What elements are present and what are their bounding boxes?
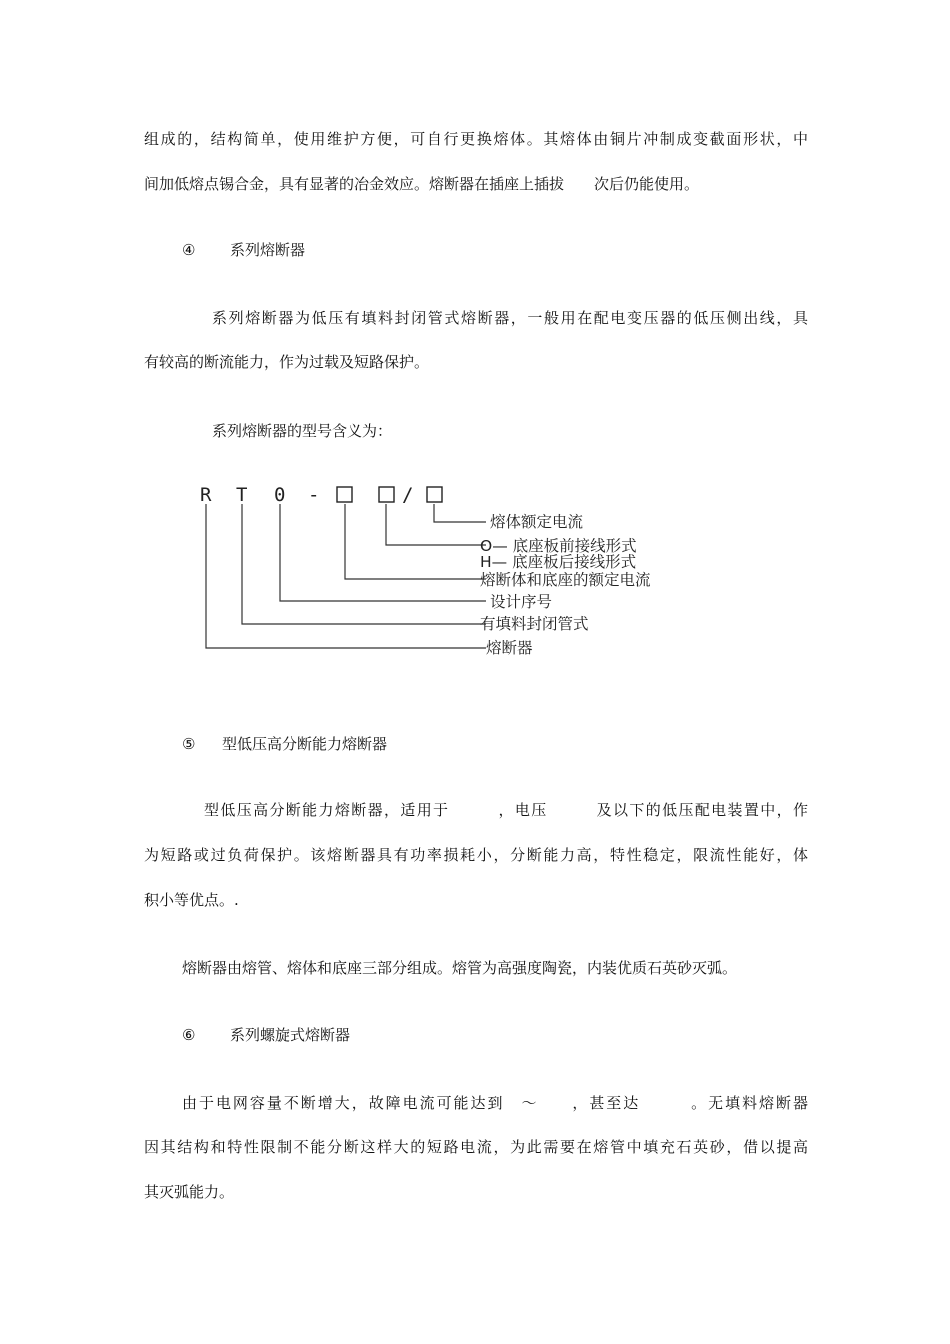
model-diagram-svg	[190, 482, 750, 667]
para3-line1: 系列熔断器的型号含义为：	[212, 422, 393, 440]
section6-title: 系列螺旋式熔断器	[230, 1026, 351, 1044]
diagram-header-slash: /	[402, 484, 414, 506]
diagram-box-wiring	[379, 487, 394, 502]
diagram-header-zero: 0	[274, 484, 286, 506]
section4-marker: ④	[182, 241, 196, 259]
diagram-box-fuse-current	[427, 487, 442, 502]
model-designation-diagram	[190, 482, 750, 667]
diagram-box-current	[337, 487, 352, 502]
diagram-header-r: R	[200, 484, 212, 506]
para4-line1: 型低压高分断能力熔断器，适用于 ，电压 及以下的低压配电装置中，作	[204, 801, 808, 819]
para6-line1: 由于电网容量不断增大，故障电流可能达到 ～ ，甚至达 。无填料熔断器	[182, 1094, 808, 1112]
para6-line2: 因其结构和特性限制不能分断这样大的短路电流，为此需要在熔管中填充石英砂，借以提高	[144, 1138, 808, 1156]
diagram-label-filled-closed-tube: 有填料封闭管式	[480, 615, 589, 633]
diagram-label-base-rated-current: 熔断体和底座的额定电流	[480, 571, 651, 589]
para6-line3: 其灭弧能力。	[144, 1183, 235, 1201]
section5-marker: ⑤	[182, 735, 196, 753]
diagram-label-fuse: 熔断器	[486, 639, 533, 657]
diagram-label-design-number: 设计序号	[490, 593, 553, 611]
para1-line2: 间加低熔点锡合金，具有显著的冶金效应。熔断器在插座上插拔 次后仍能使用。	[144, 175, 700, 193]
para1-line1: 组成的，结构简单，使用维护方便，可自行更换熔体。其熔体由铜片冲制成变截面形状，中	[144, 130, 808, 148]
para2-line1: 系列熔断器为低压有填料封闭管式熔断器，一般用在配电变压器的低压侧出线，具	[212, 309, 808, 327]
diagram-label-rear-wiring: H— 底座板后接线形式	[480, 553, 637, 571]
diagram-header-t: T	[236, 484, 248, 506]
diagram-label-fuse-rated-current: 熔体额定电流	[490, 513, 584, 531]
para2-line2: 有较高的断流能力，作为过载及短路保护。	[144, 353, 430, 371]
section5-title: 型低压高分断能力熔断器	[222, 735, 388, 753]
para4-line3: 积小等优点。.	[144, 891, 239, 909]
diagram-leader-lines	[206, 504, 486, 648]
para4-line2: 为短路或过负荷保护。该熔断器具有功率损耗小，分断能力高，特性稳定，限流性能好，体	[144, 846, 808, 864]
section4-title: 系列熔断器	[230, 241, 306, 259]
diagram-header-dash: -	[308, 484, 320, 506]
diagram-label-front-wiring: O— 底座板前接线形式	[480, 537, 637, 555]
para5-line1: 熔断器由熔管、熔体和底座三部分组成。熔管为高强度陶瓷，内装优质石英砂灭弧。	[182, 959, 738, 977]
section6-marker: ⑥	[182, 1026, 196, 1044]
